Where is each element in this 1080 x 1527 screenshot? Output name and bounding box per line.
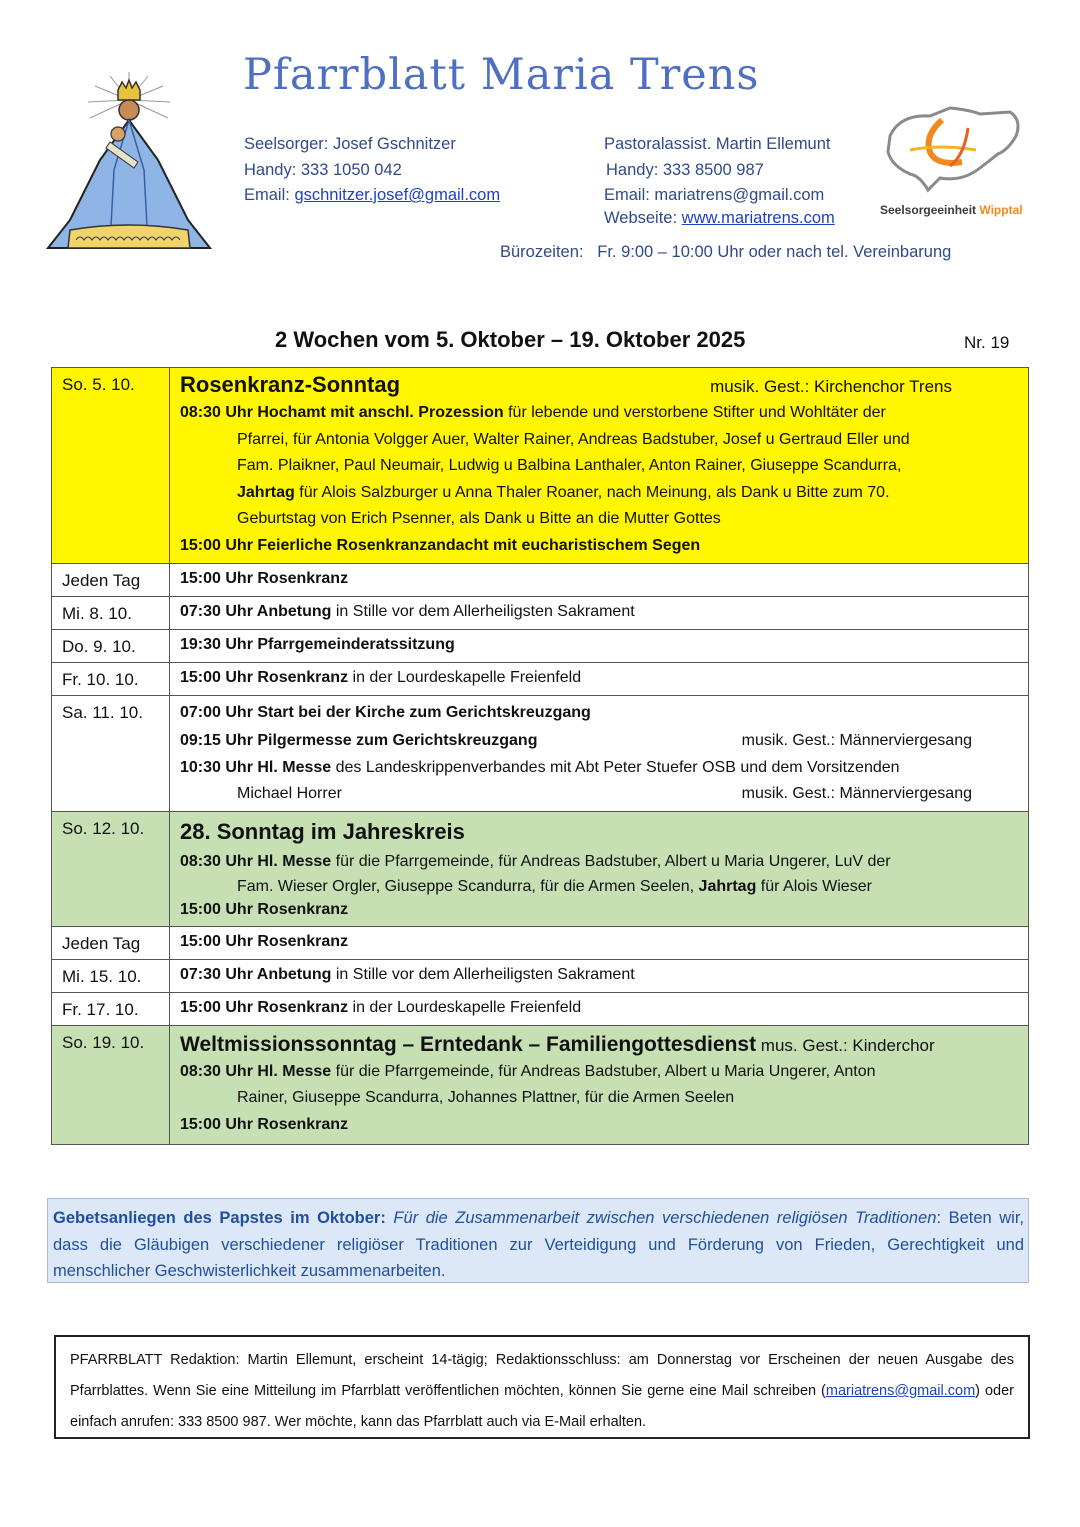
row-content	[170, 368, 1029, 564]
page-title: Pfarrblatt Maria Trens	[243, 50, 760, 100]
entry-time: 15:00 Uhr Rosenkranz	[180, 998, 349, 1016]
row-content	[170, 564, 1029, 597]
jahrtag-label: Jahrtag	[237, 483, 295, 501]
entry-line: 15:00 Uhr Rosenkranz	[180, 900, 349, 918]
pastor-phone: Handy: 333 1050 042	[244, 160, 402, 179]
day-title-row	[180, 819, 1020, 845]
entry-line	[180, 781, 1020, 807]
weeks-heading: 2 Wochen vom 5. Oktober – 19. Oktober 2025	[275, 327, 746, 352]
entry-time: 15:00 Uhr Rosenkranz	[180, 669, 349, 686]
entry-time: 10:30 Uhr Hl. Messe	[180, 758, 332, 776]
row-date: So. 5. 10.	[52, 368, 170, 564]
entry-line: 15:00 Uhr Rosenkranz	[180, 1115, 349, 1133]
entry-line: Geburtstag von Erich Psenner, als Dank u Bitte an die Mutter Gottes	[237, 510, 721, 527]
contact-left	[244, 132, 500, 209]
row-content	[170, 926, 1029, 959]
entry-line: 15:00 Uhr Feierliche Rosenkranzandacht mit eucharistischem Segen	[180, 536, 701, 554]
row-date: Mi. 15. 10.	[52, 959, 170, 992]
row-date: Jeden Tag	[52, 564, 170, 597]
entry-time: 09:15 Uhr Pilgermesse zum Gerichtskreuzgang	[180, 731, 538, 749]
entry-text: in Stille vor dem Allerheiligsten Sakrament	[331, 603, 635, 620]
seelsorgeeinheit-logo	[880, 106, 1030, 216]
entry-line	[180, 876, 1020, 898]
table-row	[52, 959, 1029, 992]
entry-line	[180, 400, 1020, 427]
office-text: Fr. 9:00 – 10:00 Uhr oder nach tel. Vereinbarung	[597, 243, 952, 261]
contact-right	[604, 132, 835, 231]
assistant-email: Email: mariatrens@gmail.com	[604, 186, 825, 204]
entry-text: für Alois Salzburger u Anna Thaler Roaner, nach Meinung, als Dank u Bitte zum 70.	[294, 483, 890, 501]
madonna-illustration	[40, 70, 218, 265]
footer-text-end: ) oder einfach anrufen: 333 8500 987. Wer möchte, kann das Pfarrblatt auch via E-Mail erhalten.	[70, 1383, 1014, 1430]
row-date: So. 12. 10.	[52, 812, 170, 927]
entry-line: Fam. Plaikner, Paul Neumair, Ludwig u Balbina Lanthaler, Anton Rainer, Giuseppe Scandurra,	[237, 457, 902, 474]
office-label: Bürozeiten:	[500, 243, 584, 261]
entry-line: Pfarrei, für Antonia Volgger Auer, Walter Rainer, Andreas Badstuber, Josef u Gertraud Eller und	[237, 430, 910, 448]
row-date: Jeden Tag	[52, 926, 170, 959]
footer-email-link[interactable]: mariatrens@gmail.com	[825, 1383, 976, 1399]
issue-number: Nr. 19	[964, 333, 1010, 352]
logo-map-icon	[880, 106, 1030, 196]
table-row	[52, 368, 1029, 564]
row-date: So. 19. 10.	[52, 1025, 170, 1145]
entry-line	[180, 849, 1020, 876]
entry-text: in der Lourdeskapelle Freienfeld	[348, 998, 582, 1016]
entry-text: für lebende und verstorbene Stifter und Wohltäter der	[503, 404, 886, 421]
entry-time: 07:30 Uhr Anbetung	[180, 603, 332, 620]
row-content	[170, 663, 1029, 696]
entry-line: 07:00 Uhr Start bei der Kirche zum Gerichtskreuzgang	[180, 704, 591, 721]
row-content	[170, 597, 1029, 630]
table-row	[52, 630, 1029, 663]
table-row	[52, 1025, 1029, 1145]
entry-text: für Alois Wieser	[756, 877, 872, 895]
pastor-email-row	[244, 183, 500, 209]
row-content	[170, 696, 1029, 812]
row-content	[170, 630, 1029, 663]
assistant-phone: Handy: 333 8500 987	[606, 160, 764, 179]
table-row	[52, 663, 1029, 696]
pope-intention-box	[47, 1198, 1029, 1283]
entry-line	[180, 1059, 1020, 1086]
entry-line	[180, 480, 1020, 507]
email-label: Email:	[244, 186, 295, 204]
row-date: Do. 9. 10.	[52, 630, 170, 663]
row-date: Fr. 17. 10.	[52, 992, 170, 1025]
day-title: 28. Sonntag im Jahreskreis	[180, 819, 465, 844]
entry-time: 08:30 Uhr Hochamt mit anschl. Prozession	[180, 404, 504, 421]
pastor-name: Seelsorger: Josef Gschnitzer	[244, 135, 456, 153]
day-title: Weltmissionssonntag – Erntedank – Familiengottesdienst	[180, 1032, 757, 1056]
entry-text: in der Lourdeskapelle Freienfeld	[348, 669, 582, 686]
entry-time: 15:00 Uhr Rosenkranz	[180, 932, 349, 950]
table-row	[52, 564, 1029, 597]
entry-text: für die Pfarrgemeinde, für Andreas Badstuber, Albert u Maria Ungerer, Anton	[331, 1062, 876, 1080]
row-content	[170, 992, 1029, 1025]
table-row	[52, 597, 1029, 630]
entry-line	[180, 755, 1020, 782]
row-date: Sa. 11. 10.	[52, 696, 170, 812]
web-label: Webseite:	[604, 208, 682, 227]
entry-text: Fam. Wieser Orgler, Giuseppe Scandurra, für die Armen Seelen,	[237, 877, 699, 895]
entry-time: 08:30 Uhr Hl. Messe	[180, 853, 332, 870]
music-note: mus. Gest.: Kinderchor	[756, 1035, 935, 1055]
footer-box	[54, 1335, 1030, 1439]
table-row	[52, 926, 1029, 959]
entry-text: in Stille vor dem Allerheiligsten Sakrament	[331, 965, 635, 983]
office-hours	[500, 243, 951, 262]
entry-text: Michael Horrer	[237, 785, 342, 802]
website-row	[604, 206, 835, 232]
day-title: Rosenkranz-Sonntag	[180, 372, 401, 397]
entry-line: Rainer, Giuseppe Scandurra, Johannes Plattner, für die Armen Seelen	[237, 1089, 735, 1106]
music-note: musik. Gest.: Männerviergesang	[741, 731, 972, 749]
logo-caption	[880, 203, 1030, 217]
entry-line	[180, 727, 1020, 755]
entry-time: 08:30 Uhr Hl. Messe	[180, 1062, 332, 1080]
day-title-row	[180, 1033, 1020, 1057]
schedule-table	[51, 367, 1029, 1145]
row-date: Mi. 8. 10.	[52, 597, 170, 630]
row-content	[170, 959, 1029, 992]
music-note: musik. Gest.: Kirchenchor Trens	[710, 377, 952, 396]
pope-title: Gebetsanliegen des Papstes im Oktober:	[53, 1209, 386, 1227]
entry-text: des Landeskrippenverbandes mit Abt Peter Stuefer OSB und dem Vorsitzenden	[331, 758, 900, 776]
logo-text: Seelsorgeeinheit	[880, 203, 980, 217]
entry-time: 15:00 Uhr Rosenkranz	[180, 570, 349, 587]
table-row	[52, 696, 1029, 812]
table-row	[52, 992, 1029, 1025]
pope-intention: Für die Zusammenarbeit zwischen verschiedenen religiösen Traditionen	[385, 1209, 937, 1227]
row-date: Fr. 10. 10.	[52, 663, 170, 696]
row-content	[170, 812, 1029, 927]
pope-text: : Beten wir, dass die Gläubigen verschiedener religiöser Traditionen zur Verteidigung und Förderung von Frieden, Gerechtigkeit und menschlicher Geschwisterlichkeit zusammenarbeiten.	[53, 1209, 1025, 1280]
assistant-name: Pastoralassist. Martin Ellemunt	[604, 135, 831, 153]
footer-text: PFARRBLATT Redaktion: Martin Ellemunt, erscheint 14-tägig; Redaktionsschluss: am Donnerstag vor Erscheinen der neuen Ausgabe des Pfarrblattes. Wenn Sie eine Mitteilung im Pfarrblatt veröffentlichen möchten, können Sie gerne eine Mail schreiben (	[70, 1352, 1014, 1399]
logo-accent: Wipptal	[979, 203, 1023, 217]
pastor-email-link[interactable]: gschnitzer.josef@gmail.com	[294, 186, 501, 204]
music-note: musik. Gest.: Männerviergesang	[741, 785, 972, 802]
entry-time: 19:30 Uhr Pfarrgemeinderatssitzung	[180, 636, 455, 653]
entry-text: für die Pfarrgemeinde, für Andreas Badstuber, Albert u Maria Ungerer, LuV der	[331, 853, 891, 870]
entry-time: 07:30 Uhr Anbetung	[180, 965, 332, 983]
jahrtag-label: Jahrtag	[698, 877, 757, 895]
day-title-row	[180, 372, 1020, 398]
row-content	[170, 1025, 1029, 1145]
website-link[interactable]: www.mariatrens.com	[681, 208, 835, 227]
table-row	[52, 812, 1029, 927]
